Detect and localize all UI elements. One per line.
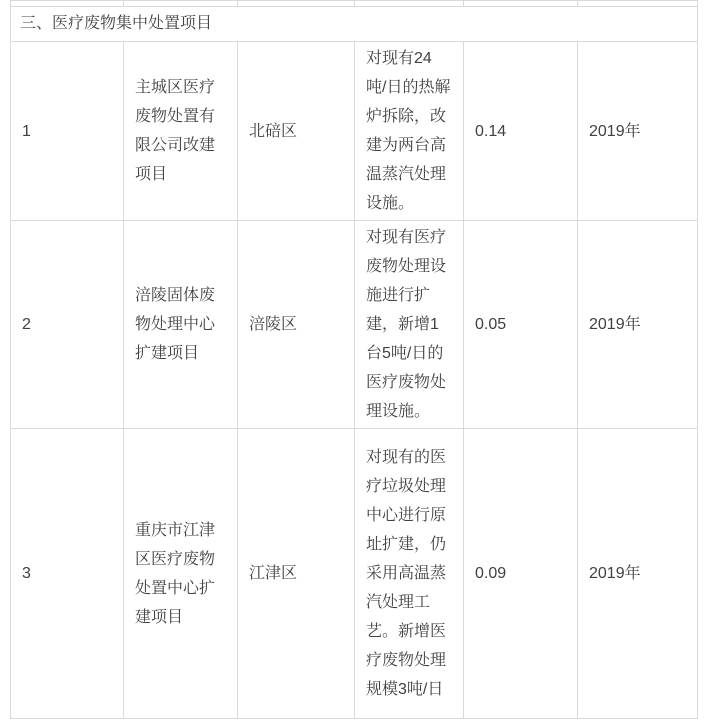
- cell-construction-content: 对现有的医疗垃圾处理中心进行原址扩建，仍采用高温蒸汽处理工艺。新增医疗废物处理规模3吨/日: [355, 429, 464, 719]
- cell-construction-content: 对现有24吨/日的热解炉拆除，改建为两台高温蒸汽处理设施。: [355, 42, 464, 221]
- cell-year: 2019年: [578, 42, 698, 221]
- cell-district: 江津区: [238, 429, 355, 719]
- cell-project-name: 主城区医疗废物处置有限公司改建项目: [124, 42, 238, 221]
- cell-district: 涪陵区: [238, 221, 355, 429]
- cell-investment: 0.09: [464, 429, 578, 719]
- cell-serial-number: 3: [11, 429, 124, 719]
- projects-table: [10, 0, 698, 719]
- table-row: [11, 429, 698, 719]
- cell-project-name: 重庆市江津区医疗废物处置中心扩建项目: [124, 429, 238, 719]
- cell-year: 2019年: [578, 429, 698, 719]
- cell-project-name: 涪陵固体废物处理中心扩建项目: [124, 221, 238, 429]
- cell-investment: 0.05: [464, 221, 578, 429]
- cell-year: 2019年: [578, 221, 698, 429]
- table-row: [11, 221, 698, 429]
- section-header-row: [11, 7, 698, 42]
- cell-investment: 0.14: [464, 42, 578, 221]
- table-row: [11, 42, 698, 221]
- section-title: 三、医疗废物集中处置项目: [11, 7, 698, 42]
- cell-serial-number: 1: [11, 42, 124, 221]
- cell-serial-number: 2: [11, 221, 124, 429]
- cell-construction-content: 对现有医疗废物处理设施进行扩建，新增1台5吨/日的医疗废物处理设施。: [355, 221, 464, 429]
- cell-district: 北碚区: [238, 42, 355, 221]
